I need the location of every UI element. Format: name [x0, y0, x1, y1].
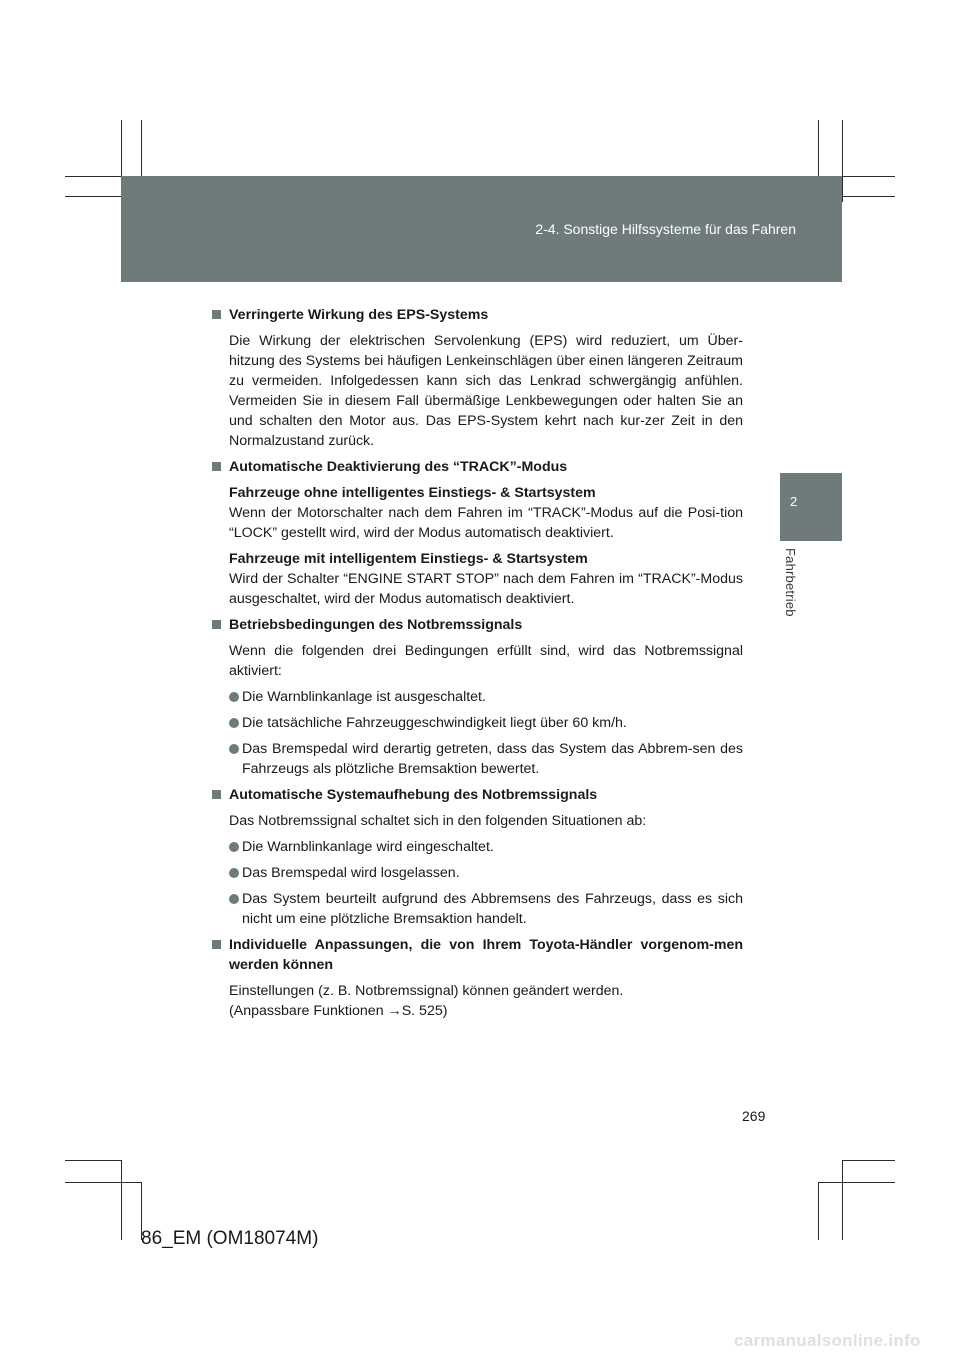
watermark: carmanualsonline.info [734, 1331, 921, 1350]
heading-text: Verringerte Wirkung des EPS-Systems [229, 307, 489, 323]
paragraph: Wenn die folgenden drei Bedingungen erfüllt sind, wird das Notbremssignal aktiviert: [229, 643, 743, 679]
document-code: 86_EM (OM18074M) [141, 1228, 319, 1249]
subsection [229, 549, 743, 609]
cross-reference-link[interactable]: (Anpassbare Funktionen →S. 525) [229, 1003, 448, 1019]
subsection [229, 483, 743, 543]
square-bullet-icon [212, 940, 221, 949]
square-bullet-icon [212, 790, 221, 799]
section-heading [212, 457, 743, 477]
section-heading [212, 615, 743, 635]
paragraph: Die Wirkung der elektrischen Servolenkung (EPS) wird reduziert, um Über-hitzung des Systems bei häufigen Lenkeinschlägen über einen längeren Zeitraum zu vermeiden. Infolgedessen kann sich das Lenkrad schwergängig anfühlen. Vermeiden Sie in diesem Fall übermäßige Lenkbewegungen oder halten Sie an und schalten den Motor aus. Das EPS-System kehrt nach kur-zer Zeit in den Normalzustand zurück. [229, 333, 743, 449]
list-item [229, 739, 743, 779]
heading-text: Betriebsbedingungen des Notbremssignals [229, 617, 523, 633]
chapter-label: Fahrbetrieb [783, 548, 798, 617]
list-item [229, 889, 743, 929]
heading-text: Automatische Systemaufhebung des Notbremssignals [229, 787, 598, 803]
round-bullet-icon [229, 842, 239, 852]
list-item-text: Das Bremspedal wird derartig getreten, dass das System das Abbrem-sen des Fahrzeugs als plötzliche Bremsaktion bewertet. [242, 741, 743, 777]
round-bullet-icon [229, 894, 239, 904]
list-item-text: Das Bremspedal wird losgelassen. [242, 865, 460, 881]
subsection-title: Fahrzeuge ohne intelligentes Einstiegs- & Startsystem [229, 485, 596, 501]
square-bullet-icon [212, 462, 221, 471]
paragraph-line: Einstellungen (z. B. Notbremssignal) können geändert werden. [229, 983, 624, 999]
section-heading [212, 785, 743, 805]
round-bullet-icon [229, 744, 239, 754]
list-item-text: Die Warnblinkanlage wird eingeschaltet. [242, 839, 494, 855]
list-item-text: Die tatsächliche Fahrzeuggeschwindigkeit liegt über 60 km/h. [242, 715, 627, 731]
paragraph: Das Notbremssignal schaltet sich in den folgenden Situationen ab: [229, 813, 647, 829]
round-bullet-icon [229, 718, 239, 728]
crop-mark [818, 1182, 819, 1240]
subsection-text: Wird der Schalter “ENGINE START STOP” nach dem Fahren im “TRACK”-Modus ausgeschaltet, wird der Modus automatisch deaktiviert. [229, 571, 743, 607]
list-item [229, 687, 743, 707]
section-header [121, 176, 842, 282]
list-item-text: Die Warnblinkanlage ist ausgeschaltet. [242, 689, 486, 705]
page-content [212, 305, 743, 1027]
paragraph [229, 981, 743, 1021]
section-heading [212, 305, 743, 325]
crop-mark [65, 196, 121, 197]
chapter-tab [780, 473, 842, 541]
list-item [229, 713, 743, 733]
subsection-title: Fahrzeuge mit intelligentem Einstiegs- & Startsystem [229, 551, 588, 567]
crop-mark [65, 1182, 141, 1183]
crop-mark [842, 196, 895, 197]
crop-mark [842, 1160, 843, 1240]
crop-mark [121, 1160, 122, 1240]
subsection-text: Wenn der Motorschalter nach dem Fahren im “TRACK”-Modus auf die Posi-tion “LOCK” gestellt wird, wird der Modus automatisch deaktiviert. [229, 505, 743, 541]
crop-mark [141, 120, 142, 176]
heading-text: Automatische Deaktivierung des “TRACK”-Modus [229, 459, 568, 475]
crop-mark [65, 1160, 121, 1161]
crop-mark [842, 120, 843, 202]
list-item [229, 863, 743, 883]
heading-text: Individuelle Anpassungen, die von Ihrem Toyota-Händler vorgenom-men werden können [229, 937, 743, 973]
square-bullet-icon [212, 310, 221, 319]
square-bullet-icon [212, 620, 221, 629]
crop-mark [818, 120, 819, 176]
section-title: 2-4. Sonstige Hilfssysteme für das Fahren [535, 221, 796, 237]
chapter-number: 2 [790, 494, 798, 509]
round-bullet-icon [229, 692, 239, 702]
chapter-label-container [783, 548, 803, 638]
crop-mark [842, 1160, 895, 1161]
list-item-text: Das System beurteilt aufgrund des Abbremsens des Fahrzeugs, dass es sich nicht um eine plötzliche Bremsaktion handelt. [242, 891, 743, 927]
list-item [229, 837, 743, 857]
page-number: 269 [742, 1108, 766, 1124]
crop-mark [818, 1182, 895, 1183]
round-bullet-icon [229, 868, 239, 878]
section-heading [212, 935, 743, 975]
